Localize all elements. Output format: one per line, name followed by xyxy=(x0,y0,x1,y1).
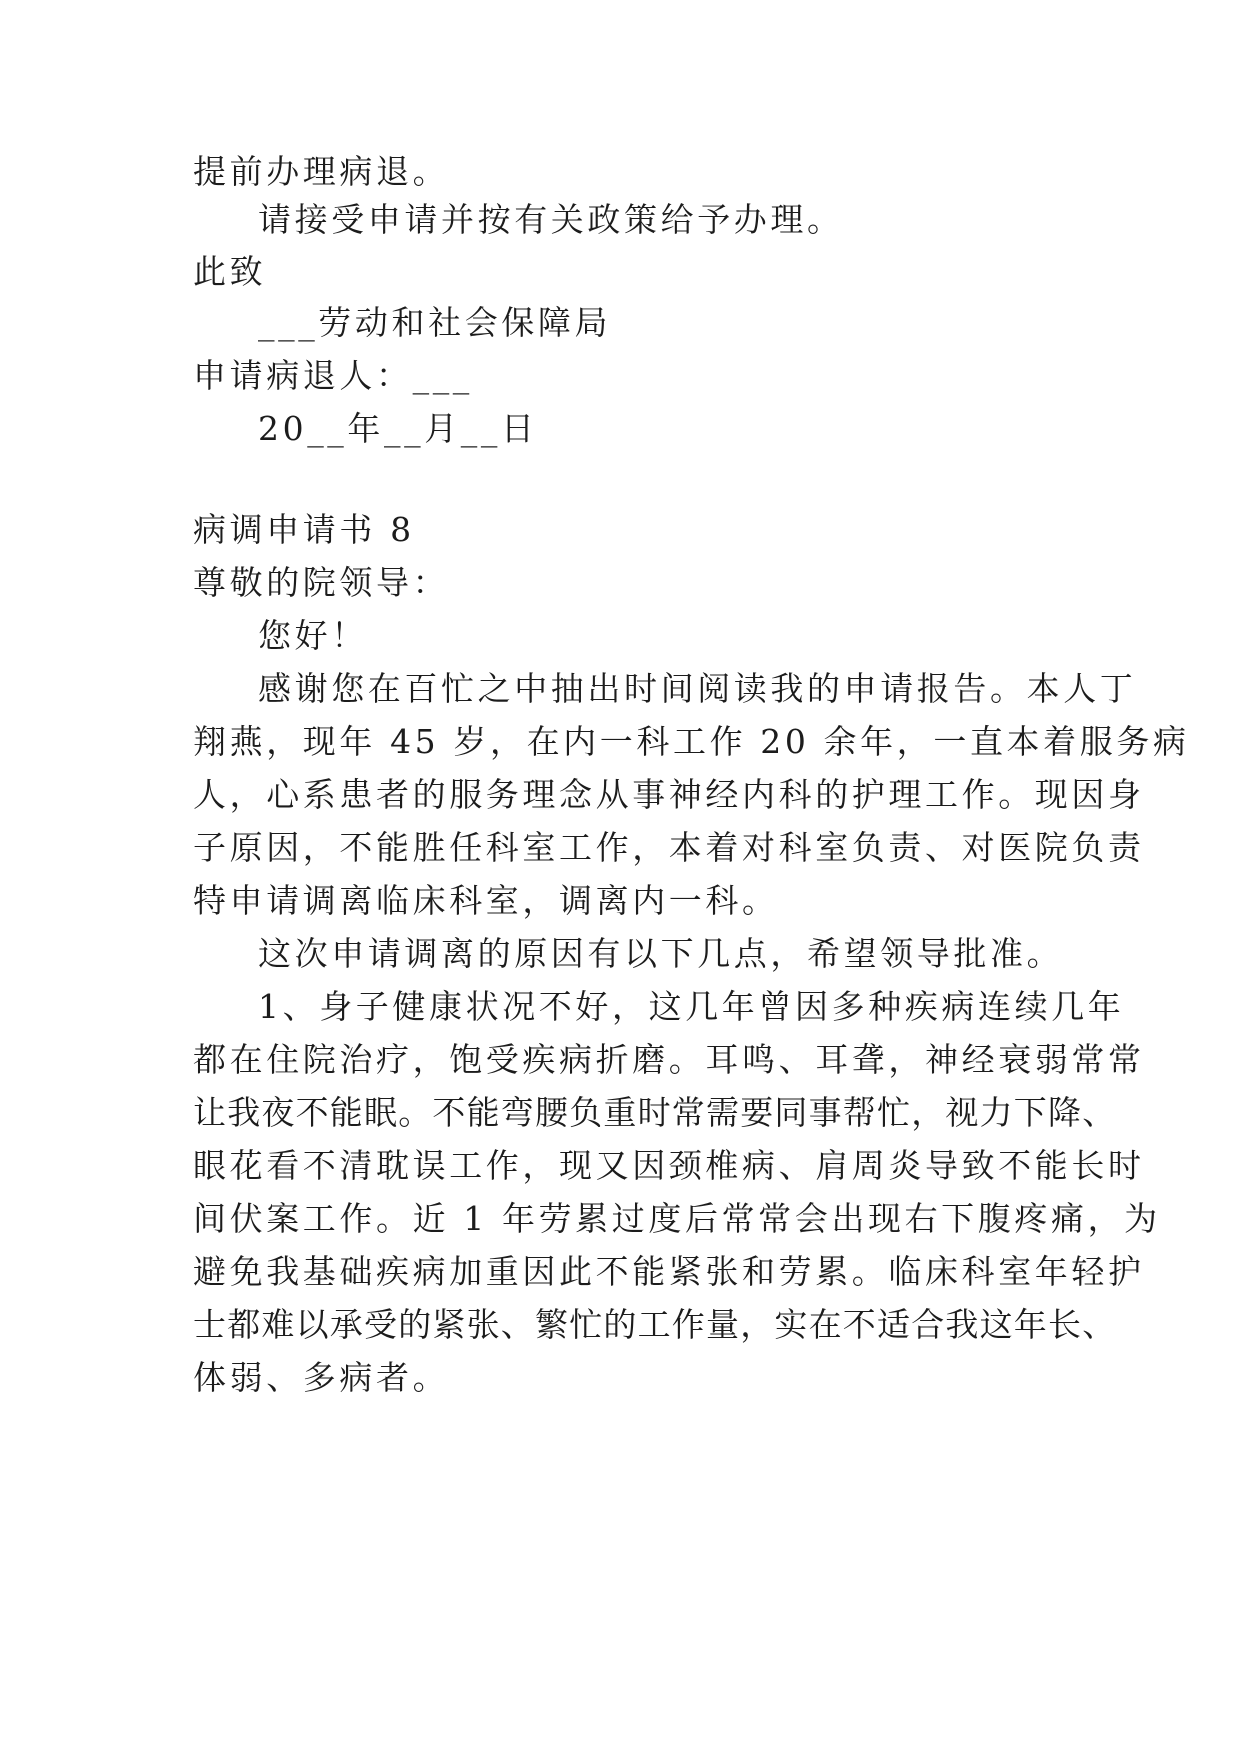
date-line: 20__年__月__日 xyxy=(258,409,538,448)
recipient-line: ___劳动和社会保障局 xyxy=(258,303,612,342)
paragraph-line: 眼花看不清耽误工作，现又因颈椎病、肩周炎导致不能长时 xyxy=(193,1146,1145,1185)
paragraph-line: 人，心系患者的服务理念从事神经内科的护理工作。现因身 xyxy=(193,775,1145,814)
paragraph-line: 体弱、多病者。 xyxy=(193,1358,450,1397)
paragraph-line: 感谢您在百忙之中抽出时间阅读我的申请报告。本人丁 xyxy=(258,669,1137,708)
paragraph-line: 让我夜不能眠。不能弯腰负重时常需要同事帮忙，视力下降、 xyxy=(193,1093,1117,1132)
paragraph-line: 这次申请调离的原因有以下几点，希望领导批准。 xyxy=(258,934,1064,973)
salutation: 尊敬的院领导： xyxy=(193,563,450,602)
greeting: 您好！ xyxy=(258,616,368,655)
paragraph-line: 1、身子健康状况不好，这几年曾因多种疾病连续几年 xyxy=(258,987,1125,1026)
paragraph-line: 间伏案工作。近 1 年劳累过度后常常会出现右下腹疼痛，为 xyxy=(193,1199,1161,1238)
paragraph-line: 翔燕，现年 45 岁，在内一科工作 20 余年，一直本着服务病 xyxy=(193,722,1190,761)
section-title: 病调申请书 8 xyxy=(193,510,415,549)
paragraph-line: 特申请调离临床科室，调离内一科。 xyxy=(193,881,779,920)
paragraph-line: 士都难以承受的紧张、繁忙的工作量，实在不适合我这年长、 xyxy=(193,1305,1117,1344)
paragraph-line: 避免我基础疾病加重因此不能紧张和劳累。临床科室年轻护 xyxy=(193,1252,1145,1291)
text-line: 请接受申请并按有关政策给予办理。 xyxy=(258,200,844,239)
paragraph-line: 都在住院治疗，饱受疾病折磨。耳鸣、耳聋，神经衰弱常常 xyxy=(193,1040,1145,1079)
paragraph-line: 子原因，不能胜任科室工作，本着对科室负责、对医院负责 xyxy=(193,828,1145,867)
applicant-line: 申请病退人：___ xyxy=(193,356,473,395)
text-line: 提前办理病退。 xyxy=(193,152,450,191)
closing-line: 此致 xyxy=(193,252,267,291)
